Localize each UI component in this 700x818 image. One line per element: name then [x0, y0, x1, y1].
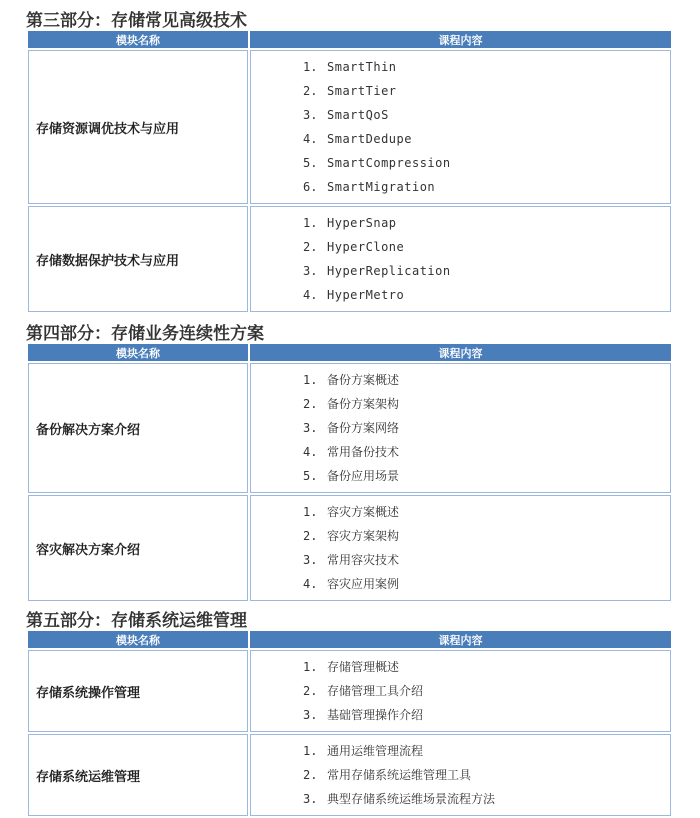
content-list	[303, 500, 670, 596]
list-item: 1. HyperSnap	[303, 216, 397, 230]
course-content	[250, 363, 671, 493]
list-item: 3. 基础管理操作介绍	[303, 708, 424, 722]
list-item: 4. 容灾应用案例	[303, 577, 400, 591]
course-content	[250, 734, 671, 816]
content-list	[303, 211, 670, 307]
module-name: 存储资源调优技术与应用	[28, 50, 248, 204]
course-content	[250, 206, 671, 312]
list-item: 2. HyperClone	[303, 240, 405, 254]
list-item: 1. SmartThin	[303, 60, 397, 74]
list-item: 5. SmartCompression	[303, 156, 451, 170]
course-table	[26, 629, 673, 818]
module-name: 备份解决方案介绍	[28, 363, 248, 493]
section-title: 第五部分：存储系统运维管理	[26, 611, 247, 631]
module-name-header: 模块名称	[28, 31, 248, 48]
list-item: 3. 备份方案网络	[303, 421, 400, 435]
list-item: 6. SmartMigration	[303, 180, 436, 194]
list-item: 3. HyperReplication	[303, 264, 451, 278]
list-item: 3. SmartQoS	[303, 108, 389, 122]
module-name: 存储系统运维管理	[28, 734, 248, 816]
table-header-row	[28, 631, 671, 648]
table-row	[28, 734, 671, 816]
module-name-header: 模块名称	[28, 631, 248, 648]
table-row	[28, 50, 671, 204]
module-name: 存储系统操作管理	[28, 650, 248, 732]
list-item: 1. 备份方案概述	[303, 373, 400, 387]
course-content-header: 课程内容	[250, 631, 671, 648]
module-name-header: 模块名称	[28, 344, 248, 361]
list-item: 3. 典型存储系统运维场景流程方法	[303, 792, 496, 806]
course-table	[26, 29, 673, 314]
course-content	[250, 50, 671, 204]
table-row	[28, 650, 671, 732]
list-item: 4. 常用备份技术	[303, 445, 400, 459]
list-item: 2. 容灾方案架构	[303, 529, 400, 543]
content-list	[303, 739, 670, 811]
list-item: 1. 存储管理概述	[303, 660, 400, 674]
table-header-row	[28, 31, 671, 48]
section-title: 第四部分：存储业务连续性方案	[26, 324, 264, 344]
list-item: 3. 常用容灾技术	[303, 553, 400, 567]
section-title: 第三部分：存储常见高级技术	[26, 11, 247, 31]
module-name: 存储数据保护技术与应用	[28, 206, 248, 312]
list-item: 4. SmartDedupe	[303, 132, 412, 146]
list-item: 2. 存储管理工具介绍	[303, 684, 424, 698]
table-row	[28, 206, 671, 312]
course-content-header: 课程内容	[250, 31, 671, 48]
module-name: 容灾解决方案介绍	[28, 495, 248, 601]
list-item: 5. 备份应用场景	[303, 469, 400, 483]
list-item: 2. 常用存储系统运维管理工具	[303, 768, 472, 782]
course-content	[250, 495, 671, 601]
list-item: 1. 容灾方案概述	[303, 505, 400, 519]
table-row	[28, 495, 671, 601]
list-item: 1. 通用运维管理流程	[303, 744, 424, 758]
content-list	[303, 655, 670, 727]
course-content-header: 课程内容	[250, 344, 671, 361]
course-content	[250, 650, 671, 732]
list-item: 2. 备份方案架构	[303, 397, 400, 411]
content-list	[303, 55, 670, 199]
list-item: 4. HyperMetro	[303, 288, 405, 302]
course-table	[26, 342, 673, 603]
table-header-row	[28, 344, 671, 361]
list-item: 2. SmartTier	[303, 84, 397, 98]
content-list	[303, 368, 670, 488]
table-row	[28, 363, 671, 493]
